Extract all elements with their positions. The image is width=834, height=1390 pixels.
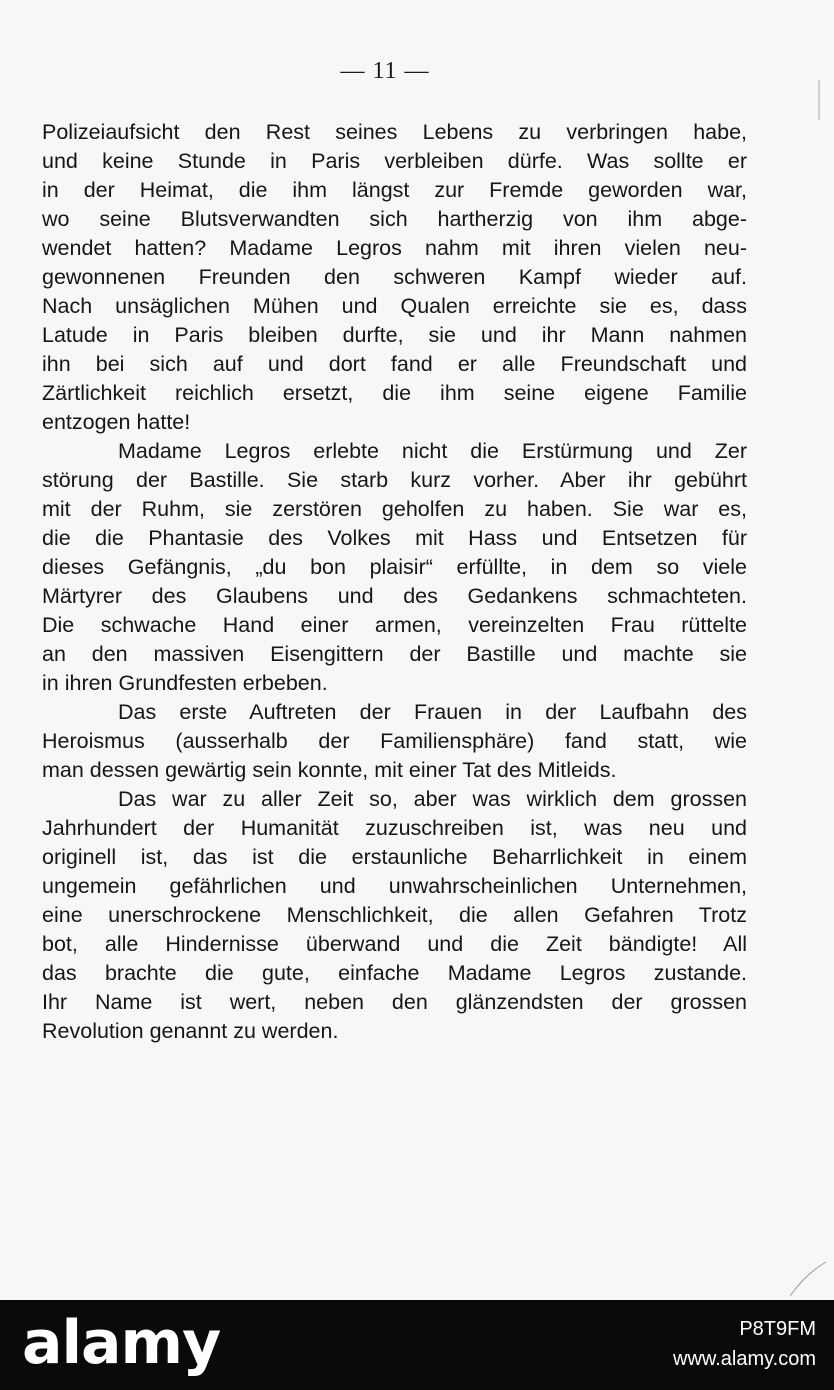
text-line: Das war zu aller Zeit so, aber was wirklich dem grossen [118,787,747,811]
image-id: P8T9FM [739,1318,816,1340]
text-line: dieses Gefängnis, „du bon plaisir“ erfüllte, in dem so viele [42,555,747,579]
alamy-logo: alamy [22,1308,221,1378]
text-line: bot, alle Hindernisse überwand und die Zeit bändigte! All [42,932,747,956]
watermark-footer [0,1300,834,1390]
text-line: das brachte die gute, einfache Madame Legros zustande. [42,961,747,985]
text-line: Heroismus (ausserhalb der Familiensphäre) fand statt, wie [42,729,747,753]
text-line: entzogen hatte! [42,410,191,434]
text-line: Märtyrer des Glaubens und des Gedankens schmachteten. [42,584,747,608]
text-line: Latude in Paris bleiben durfte, sie und ihr Mann nahmen [42,323,747,347]
text-line: Ihr Name ist wert, neben den glänzendsten der grossen [42,990,747,1014]
text-line: Jahrhundert der Humanität zuzuschreiben ist, was neu und [42,816,747,840]
text-line: die die Phantasie des Volkes mit Hass und Entsetzen für [42,526,747,550]
text-line: eine unerschrockene Menschlichkeit, die allen Gefahren Trotz [42,903,747,927]
text-line: Die schwache Hand einer armen, vereinzelten Frau rüttelte [42,613,747,637]
text-line: ungemein gefährlichen und unwahrscheinlichen Unternehmen, [42,874,747,898]
text-line: ihn bei sich auf und dort fand er alle Freundschaft und [42,352,747,376]
page-corner-mark [780,1258,830,1298]
page-number: — 11 — [340,58,430,84]
scan-edge-mark [818,80,820,120]
footer-url: www.alamy.com [673,1348,816,1370]
text-line: Das erste Auftreten der Frauen in der Laufbahn des [118,700,747,724]
text-line: Polizeiaufsicht den Rest seines Lebens zu verbringen habe, [42,120,747,144]
text-line: wendet hatten? Madame Legros nahm mit ihren vielen neu- [42,236,747,260]
text-line: man dessen gewärtig sein konnte, mit einer Tat des Mitleids. [42,758,617,782]
text-line: wo seine Blutsverwandten sich hartherzig von ihm abge- [42,207,747,231]
text-line: originell ist, das ist die erstaunliche Beharrlichkeit in einem [42,845,747,869]
text-line: Revolution genannt zu werden. [42,1019,339,1043]
text-line: Zärtlichkeit reichlich ersetzt, die ihm seine eigene Familie [42,381,747,405]
text-line: störung der Bastille. Sie starb kurz vorher. Aber ihr gebührt [42,468,747,492]
text-line: und keine Stunde in Paris verbleiben dürfe. Was sollte er [42,149,747,173]
body-text [42,118,747,1046]
text-line: in ihren Grundfesten erbeben. [42,671,328,695]
text-line: gewonnenen Freunden den schweren Kampf wieder auf. [42,265,747,289]
text-line: Madame Legros erlebte nicht die Erstürmung und Zer [118,439,747,463]
text-line: Nach unsäglichen Mühen und Qualen erreichte sie es, dass [42,294,747,318]
text-line: an den massiven Eisengittern der Bastille und machte sie [42,642,747,666]
text-line: mit der Ruhm, sie zerstören geholfen zu haben. Sie war es, [42,497,747,521]
text-line: in der Heimat, die ihm längst zur Fremde geworden war, [42,178,747,202]
